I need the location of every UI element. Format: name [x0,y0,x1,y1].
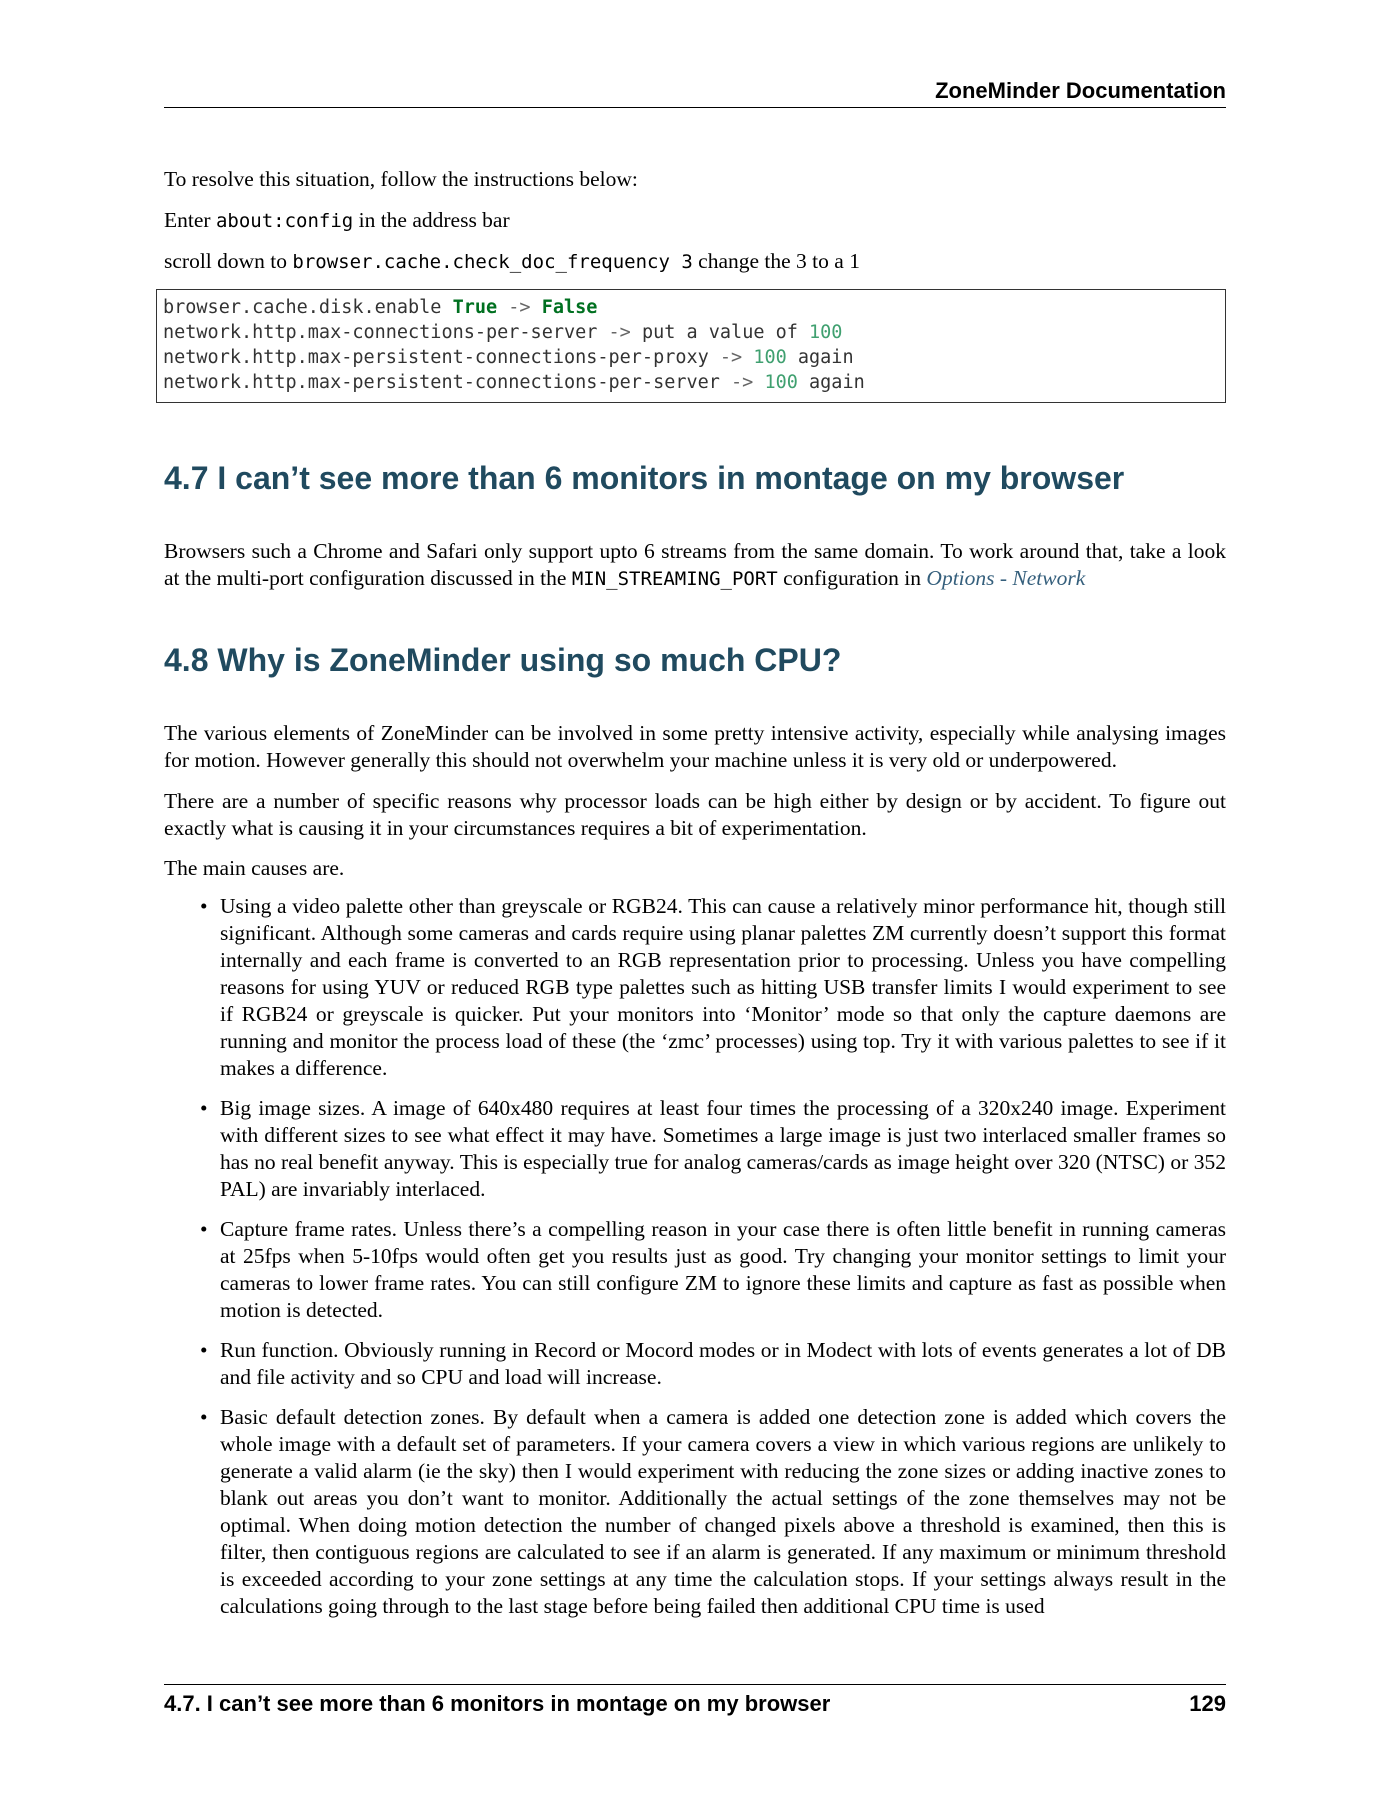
code-line-1-value-false: False [541,297,598,318]
list-item: • Big image sizes. A image of 640x480 requires at least four times the processing of a 320x240 image. Experiment with different sizes to see what effect it may have. Sometimes a large image is just two interlaced smaller frames so has no real benefit anyway. This is especially true for analog cameras/cards as image height over 320 (NTSC) or 352 PAL) are invariably interlaced. [164,1095,1226,1203]
inline-code-min-streaming-port: MIN_STREAMING_PORT [571,568,778,590]
code-line-2 [163,320,1219,345]
code-line-4 [163,370,1219,395]
code-line-1-key: browser.cache.disk.enable [163,297,453,318]
code-line-4-number: 100 [753,372,798,393]
section-4-8-paragraph-1: The various elements of ZoneMinder can be involved in some pretty intensive activity, especially while analysing images for motion. However generally this should not overwhelm your machine unless it is very old or underpowered. [164,721,1226,772]
code-line-2-arrow: -> [608,322,631,343]
header-rule [164,107,1226,108]
list-item: • Basic default detection zones. By default when a camera is added one detection zone is added which covers the whole image with a default set of parameters. If your camera covers a view in which various regions are unlikely to generate a valid alarm (ie the sky) then I would experiment with reducing the zone sizes or adding inactive zones to blank out areas you don’t want to monitor. Additionally the actual settings of the zone themselves may not be optimal. When doing motion detection the number of changed pixels above a threshold is examined, then this is filter, then contiguous regions are calculated to see if an alarm is generated. If any maximum or minimum threshold is exceeded according to your zone settings at any time the calculation stops. If your settings always result in the calculations going through to the last stage before being failed then additional CPU time is used [164,1404,1226,1620]
intro-p2-prefix: Enter [164,208,216,232]
inline-code-check-doc-frequency: browser.cache.check_doc_frequency 3 [292,251,693,273]
intro-paragraph-1: To resolve this situation, follow the instructions below: [164,167,638,191]
footer-section-title: 4.7. I can’t see more than 6 monitors in montage on my browser [164,1691,831,1716]
intro-paragraph-3 [164,248,1226,276]
code-line-4-key: network.http.max-persistent-connections-per-server [163,372,732,393]
section-4-8-heading: 4.8 Why is ZoneMinder using so much CPU? [164,642,842,678]
code-line-4-tail: again [797,372,865,393]
code-line-2-key: network.http.max-connections-per-server [163,322,609,343]
list-item: • Capture frame rates. Unless there’s a compelling reason in your case there is often little benefit in running cameras at 25fps when 5-10fps would often get you results just as good. Try changing your monitor settings to limit your cameras to lower frame rates. You can still configure ZM to ignore these limits and capture as fast as possible when motion is detected. [164,1216,1226,1324]
section-4-8-paragraph-3: The main causes are. [164,856,345,880]
section-4-7-text: Browsers such a Chrome and Safari only support upto 6 streams from the same domain. To work around that, take a look at the multi-port configuration discussed in the [164,539,1226,590]
code-line-1-arrow: -> [497,297,542,318]
footer-rule [164,1684,1226,1685]
code-line-2-number: 100 [809,322,843,343]
code-line-3-tail: again [786,347,854,368]
section-4-7-paragraph [164,538,1226,593]
section-4-8-paragraph-2: There are a number of specific reasons why processor loads can be high either by design or by accident. To figure out exactly what is causing it in your circumstances requires a bit of experimentation. [164,789,1226,840]
code-line-2-text: put a value of [630,322,810,343]
running-header-title: ZoneMinder Documentation [935,78,1226,103]
list-item: • Run function. Obviously running in Record or Mocord modes or in Modect with lots of events generates a lot of DB and file activity and so CPU and load will increase. [164,1337,1226,1391]
inline-code-about-config: about:config [215,210,354,232]
options-network-link[interactable]: Options - Network [926,566,1086,590]
code-line-1 [163,295,1219,320]
code-line-3-arrow: -> [719,347,743,368]
code-line-3-number: 100 [742,347,787,368]
section-4-7-heading: 4.7 I can’t see more than 6 monitors in montage on my browser [164,460,1125,496]
code-line-3-key: network.http.max-persistent-connections-per-proxy [163,347,720,368]
code-line-4-arrow: -> [731,372,754,393]
code-block [156,289,1226,403]
code-line-1-value-true: True [452,297,498,318]
intro-paragraph-2 [164,207,1226,235]
intro-p3-suffix: change the 3 to a 1 [692,249,860,273]
code-line-3 [163,345,1219,370]
page-number: 129 [1189,1691,1226,1716]
list-item: • Using a video palette other than greyscale or RGB24. This can cause a relatively minor performance hit, though still significant. Although some cameras and cards require using planar palettes ZM currently doesn’t support this format internally and each frame is converted to an RGB representation prior to processing. Unless you have compelling reasons for using YUV or reduced RGB type palettes such as hitting USB transfer limits I would experiment to see if RGB24 or greyscale is quicker. Put your monitors into ‘Monitor’ mode so that only the capture daemons are running and monitor the process load of these (the ‘zmc’ processes) using top. Try it with various palettes to see if it makes a difference. [164,893,1226,1082]
intro-p2-suffix: in the address bar [353,208,510,232]
section-4-7-text-mid: configuration in [777,566,927,590]
intro-p3-prefix: scroll down to [164,249,293,273]
causes-list [164,893,1226,1633]
